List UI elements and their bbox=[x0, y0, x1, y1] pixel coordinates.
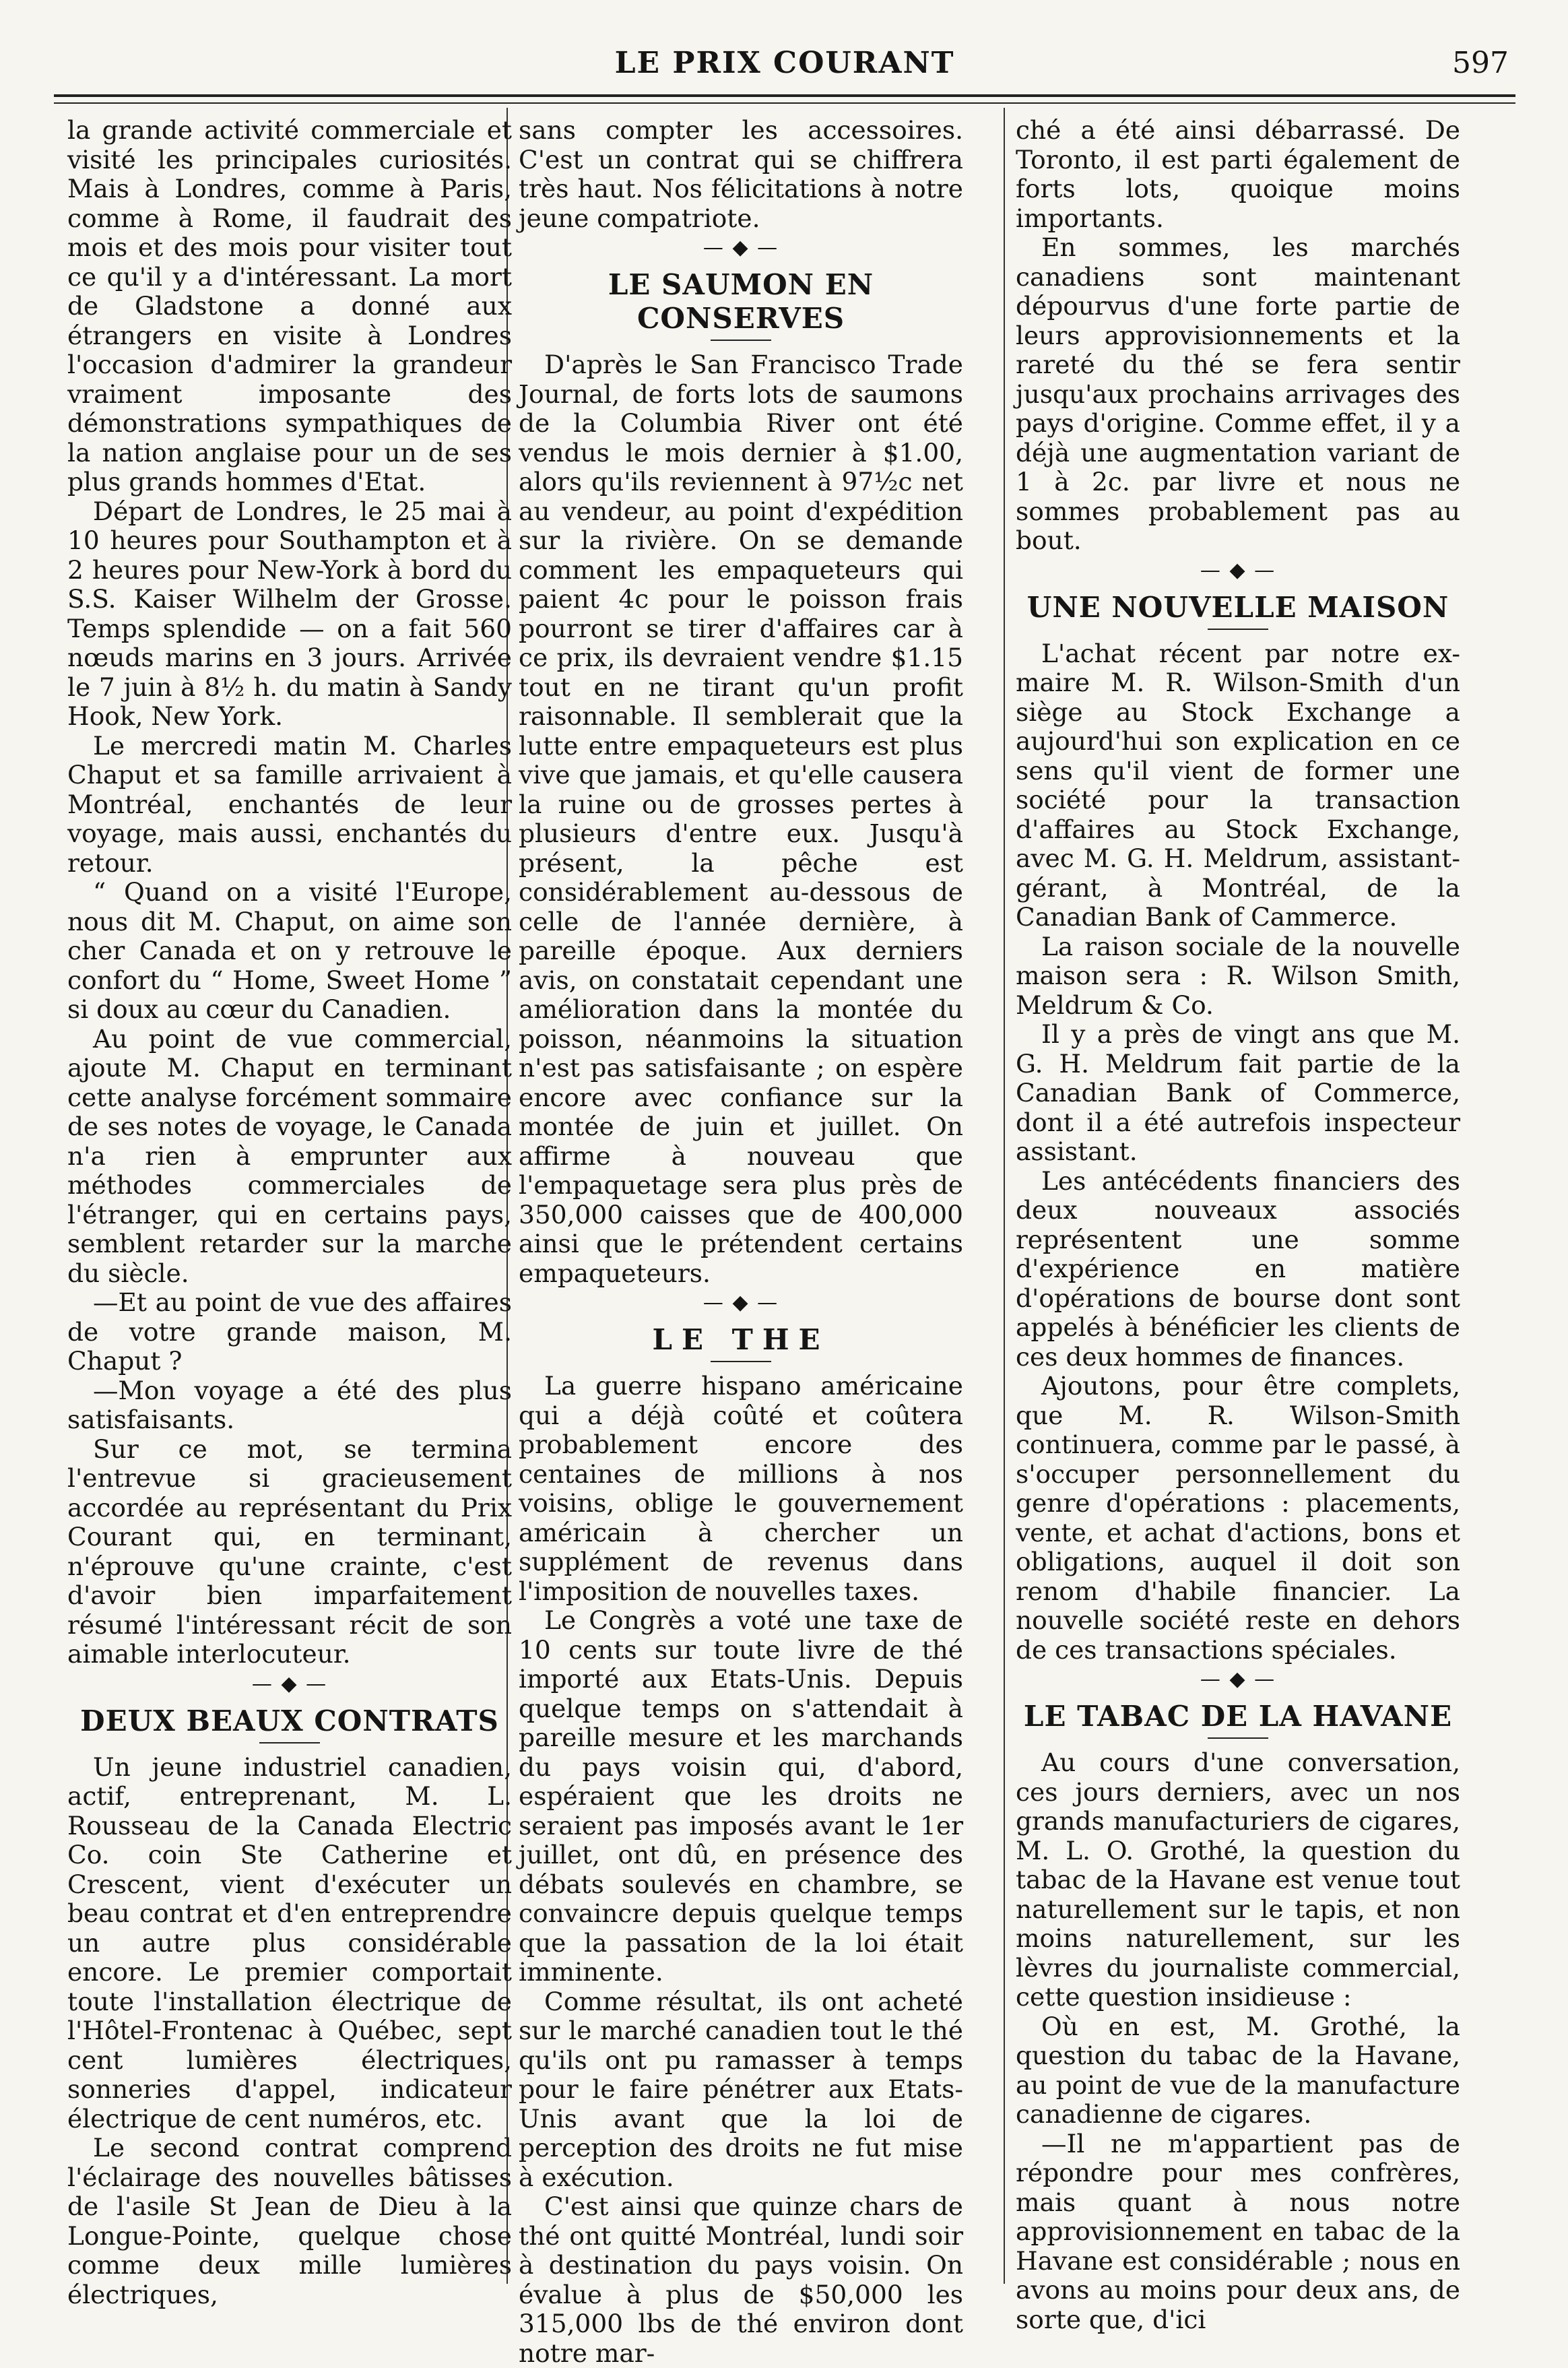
section-separator: — ◆ — bbox=[703, 1291, 779, 1314]
column-3 bbox=[1016, 115, 1460, 2334]
paragraph: Au cours d'une conversation, ces jours derniers, avec un nos grands manufacturiers de cigares, M. L. O. Grothé, la question du tabac de la Havane est venue tout naturellement sur le tapis, et non moins naturellement, sur les lèvres du journaliste commercial, cette question insidieuse : bbox=[1016, 1748, 1460, 2012]
paragraph: Un jeune industriel canadien, actif, entreprenant, M. L. Rousseau de la Canada Electric Co. coin Ste Catherine et Crescent, vient d'exécuter un beau contrat et d'en entreprendre un autre plus considérable encore. Le premier comportait toute l'installation électrique de l'Hôtel-Frontenac à Québec, sept cent lumières électriques, sonneries d'appel, indicateur électrique de cent numéros, etc. bbox=[67, 1752, 512, 2134]
page-number: 597 bbox=[1452, 46, 1509, 80]
header-rule-thin bbox=[54, 102, 1515, 104]
paragraph: La raison sociale de la nouvelle maison sera : R. Wilson Smith, Meldrum & Co. bbox=[1016, 931, 1460, 1020]
paragraph: —Et au point de vue des affaires de votre grande maison, M. Chaput ? bbox=[67, 1287, 512, 1376]
paragraph: sans compter les accessoires. C'est un contrat qui se chiffrera très haut. Nos félicitations à notre jeune compatriote. bbox=[519, 115, 963, 233]
header-rule bbox=[54, 94, 1515, 97]
paragraph: Où en est, M. Grothé, la question du tabac de la Havane, au point de vue de la manufacture canadienne de cigares. bbox=[1016, 2011, 1460, 2129]
paragraph: D'après le San Francisco Trade Journal, de forts lots de saumons de la Columbia River ont été vendus le mois dernier à $1.00, alors qu'ils reviennent à 97½c net au vendeur, au point d'expédition sur la rivière. On se demande comment les empaqueteurs qui paient 4c pour le poisson frais pourront se tirer d'affaires car à ce prix, ils devraient vendre $1.15 tout en ne tirant qu'un profit raisonnable. Il semblerait que la lutte entre empaqueteurs est plus vive que jamais, et qu'elle causera la ruine ou de grosses pertes à plusieurs d'entre eux. Jusqu'à présent, la pêche est considérablement au-dessous de celle de l'année dernière, à pareille époque. Aux derniers avis, on constatait cependant une amélioration dans la montée du poisson, néanmoins la situation n'est pas satisfaisante ; on espère encore avec confiance sur la montée de juin et juillet. On affirme à nouveau que l'empaquetage sera plus près de 350,000 caisses que de 400,000 ainsi que le prétendent certains empaqueteurs. bbox=[519, 350, 963, 1288]
paragraph: La guerre hispano américaine qui a déjà coûté et coûtera probablement encore des centaines de millions à nos voisins, oblige le gouvernement américain à chercher un supplément de revenus dans l'imposition de nouvelles taxes. bbox=[519, 1371, 963, 1606]
section-separator: — ◆ — bbox=[703, 236, 779, 259]
paragraph: Sur ce mot, se termina l'entrevue si gracieusement accordée au représentant du Prix Courant qui, en terminant, n'éprouve qu'une crainte, c'est d'avoir bien imparfaitement résumé l'intéressant récit de son aimable interlocuteur. bbox=[67, 1434, 512, 1669]
paragraph: Comme résultat, ils ont acheté sur le marché canadien tout le thé qu'ils ont pu ramasser à temps pour le faire pénétrer aux Etats-Unis avant que la loi de perception des droits ne fut mise à exécution. bbox=[519, 1986, 963, 2192]
paragraph: “ Quand on a visité l'Europe, nous dit M. Chaput, on aime son cher Canada et on y retrouve le confort du “ Home, Sweet Home ” si doux au cœur du Canadien. bbox=[67, 877, 512, 1024]
paragraph: C'est ainsi que quinze chars de thé ont quitté Montréal, lundi soir à destination du pays voisin. On évalue à plus de $50,000 les 315,000 lbs de thé environ dont notre mar- bbox=[519, 2191, 963, 2368]
section-separator: — ◆ — bbox=[1200, 1667, 1276, 1691]
heading-rule bbox=[711, 1361, 771, 1362]
column-divider bbox=[1004, 108, 1005, 2284]
paragraph: —Il ne m'appartient pas de répondre pour mes confrères, mais quant à nous notre approvisionnement en tabac de la Havane est considérable ; nous en avons au moins pour deux ans, de sorte que, d'ici bbox=[1016, 2128, 1460, 2334]
heading-rule bbox=[1208, 1737, 1268, 1739]
article-heading: LE SAUMON EN CONSERVES bbox=[608, 268, 874, 335]
paragraph: —Mon voyage a été des plus satisfaisants. bbox=[67, 1375, 512, 1434]
section-separator: — ◆ — bbox=[1200, 558, 1276, 582]
heading-rule bbox=[259, 1742, 320, 1743]
paragraph: Les antécédents financiers des deux nouveaux associés représentent une somme d'expérience en matière d'opérations de bourse dont sont appelés à bénéficier les clients de ces deux hommes de finances. bbox=[1016, 1165, 1460, 1372]
section-separator: — ◆ — bbox=[251, 1671, 328, 1696]
article-heading: LE TABAC DE LA HAVANE bbox=[1023, 1700, 1453, 1733]
paragraph: Au point de vue commercial, ajoute M. Chaput en terminant cette analyse forcément sommaire de ses notes de voyage, le Canada n'a rien à emprunter aux méthodes commerciales de l'étranger, qui en certains pays, semblent retarder sur la marche du siècle. bbox=[67, 1023, 512, 1288]
paragraph: Le Congrès a voté une taxe de 10 cents sur toute livre de thé importé aux Etats-Unis. Depuis quelque temps on s'attendait à pareille mesure et les marchands du pays voisin qui, d'abord, espéraient que les droits ne seraient pas imposés avant le 1er juillet, ont dû, en présence des débats soulevés en chambre, se convaincre depuis quelque temps que la passation de la loi était imminente. bbox=[519, 1605, 963, 1987]
article-heading: UNE NOUVELLE MAISON bbox=[1026, 590, 1449, 624]
paragraph: Ajoutons, pour être complets, que M. R. Wilson-Smith continuera, comme par le passé, à s'occuper personnellement du genre d'opérations : placements, vente, et achat d'actions, bons et obligations, auquel il doit son renom d'habile financier. La nouvelle société reste en dehors de ces transactions spéciales. bbox=[1016, 1371, 1460, 1665]
paragraph: ché a été ainsi débarrassé. De Toronto, il est parti également de forts lots, quoique moins importants. bbox=[1016, 115, 1460, 233]
article-heading: DEUX BEAUX CONTRATS bbox=[80, 1704, 499, 1737]
paragraph: Il y a près de vingt ans que M. G. H. Meldrum fait partie de la Canadian Bank of Commerce, dont il a été autrefois inspecteur assistant. bbox=[1016, 1019, 1460, 1166]
article-heading: LE THE bbox=[652, 1323, 830, 1356]
paragraph: En sommes, les marchés canadiens sont maintenant dépourvus d'une forte partie de leurs approvisionnements et la rareté du thé se fera sentir jusqu'aux prochains arrivages des pays d'origine. Comme effet, il y a déjà une augmentation variant de 1 à 2c. par livre et nous ne sommes probablement pas au bout. bbox=[1016, 232, 1460, 555]
heading-rule bbox=[711, 340, 771, 341]
journal-title: LE PRIX COURANT bbox=[614, 46, 955, 80]
paragraph: Départ de Londres, le 25 mai à 10 heures pour Southampton et à 2 heures pour New-York à bord du S.S. Kaiser Wilhelm der Grosse. Temps splendide — on a fait 560 nœuds marins en 3 jours. Arrivée le 7 juin à 8½ h. du matin à Sandy Hook, New York. bbox=[67, 496, 512, 731]
column-1 bbox=[67, 115, 512, 2309]
column-2 bbox=[519, 115, 963, 2368]
paragraph: L'achat récent par notre ex-maire M. R. Wilson-Smith d'un siège au Stock Exchange a aujourd'hui son explication en ce sens qu'il vient de former une société pour la transaction d'affaires au Stock Exchange, avec M. G. H. Meldrum, assistant-gérant, à Montréal, de la Canadian Bank of Cammerce. bbox=[1016, 638, 1460, 932]
paragraph: Le second contrat comprend l'éclairage des nouvelles bâtisses de l'asile St Jean de Dieu à la Longue-Pointe, quelque chose comme deux mille lumières électriques, bbox=[67, 2133, 512, 2309]
heading-rule bbox=[1208, 629, 1268, 630]
paragraph: Le mercredi matin M. Charles Chaput et sa famille arrivaient à Montréal, enchantés de leur voyage, mais aussi, enchantés du retour. bbox=[67, 730, 512, 878]
page-header bbox=[54, 40, 1515, 88]
paragraph: la grande activité commerciale et visité les principales curiosités. Mais à Londres, comme à Paris, comme à Rome, il faudrait des mois et des mois pour visiter tout ce qu'il y a d'intéressant. La mort de Gladstone a donné aux étrangers en visite à Londres l'occasion d'admirer la grandeur vraiment imposante des démonstrations sympathiques de la nation anglaise pour un de ses plus grands hommes d'Etat. bbox=[67, 115, 512, 497]
